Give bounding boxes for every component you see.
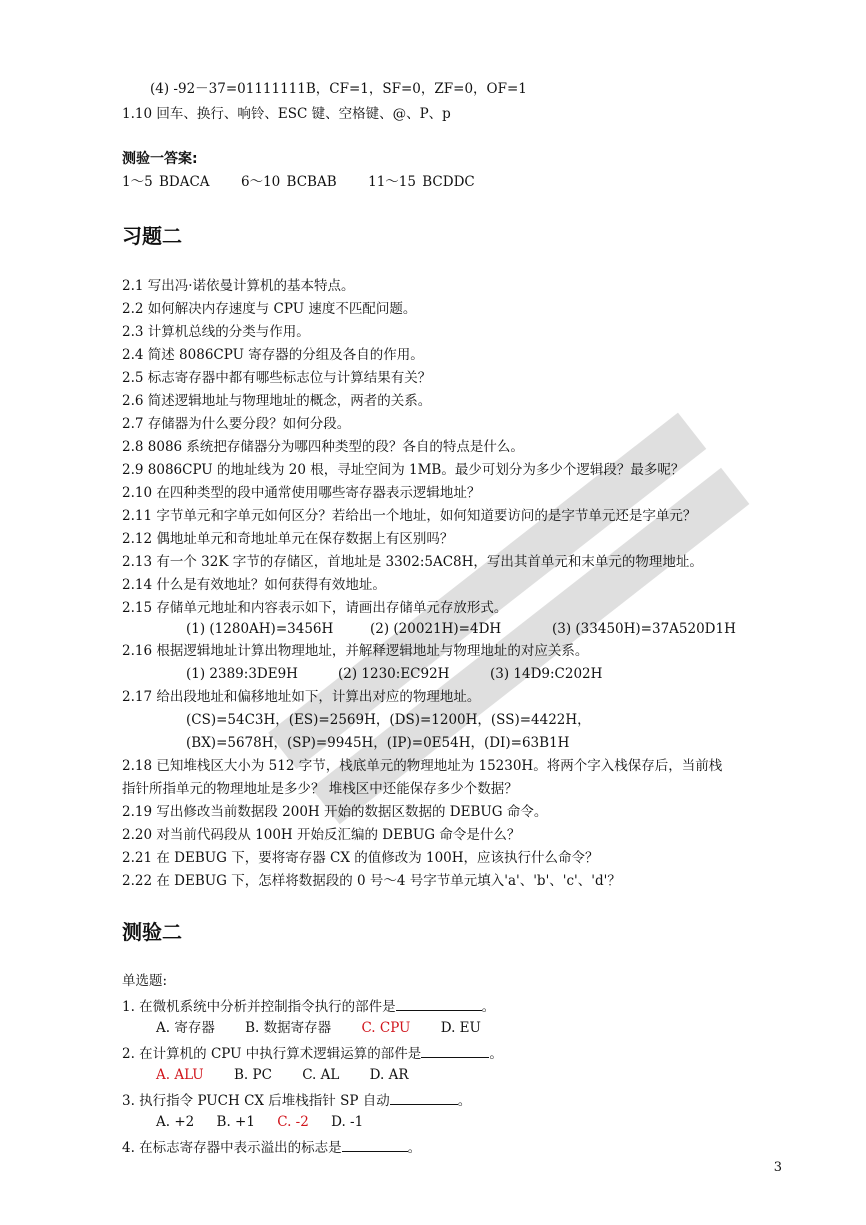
item-2-16-sub-1: (1) 2389:3DE9H bbox=[186, 666, 298, 682]
option-a: A. +2 bbox=[156, 1114, 195, 1130]
answer-blank bbox=[390, 1090, 458, 1105]
item-2-17: 2.17 给出段地址和偏移地址如下，计算出对应的物理地址。 bbox=[122, 689, 481, 705]
period: 。 bbox=[407, 1140, 422, 1156]
exercise-item: 2.1 写出冯·诺依曼计算机的基本特点。 bbox=[122, 278, 355, 294]
period: 。 bbox=[489, 1046, 503, 1062]
item-2-15-sub-2: (2) (20021H)=4DH bbox=[370, 621, 502, 637]
exercise-item: 2.11 字节单元和字单元如何区分？若给出一个地址，如何知道要访问的是字节单元还是字单元？ bbox=[122, 508, 697, 524]
period: 。 bbox=[481, 999, 496, 1015]
option-c: C. AL bbox=[302, 1067, 340, 1083]
exercise-item: 2.3 计算机总线的分类与作用。 bbox=[122, 324, 310, 340]
exercise-item: 2.4 简述 8086CPU 寄存器的分组及各自的作用。 bbox=[122, 347, 424, 363]
item-2-15-sub-1: (1) (1280AH)=3456H bbox=[186, 621, 334, 637]
exercise-item: 2.14 什么是有效地址？如何获得有效地址。 bbox=[122, 577, 386, 593]
exercise2-heading: 习题二 bbox=[122, 224, 182, 248]
question-3 bbox=[122, 1090, 471, 1110]
item-2-19: 2.19 写出修改当前数据段 200H 开始的数据区数据的 DEBUG 命令。 bbox=[122, 804, 548, 820]
exercise-item: 2.9 8086CPU 的地址线为 20 根，寻址空间为 1MB。最少可划分为多少个逻辑段？最多呢？ bbox=[122, 462, 685, 478]
item-2-16-sub-3: (3) 14D9:C202H bbox=[490, 666, 603, 682]
option-a: A. 寄存器 bbox=[156, 1020, 215, 1036]
exercise-item: 2.2 如何解决内存速度与 CPU 速度不匹配问题。 bbox=[122, 301, 417, 317]
page-number: 3 bbox=[773, 1160, 782, 1175]
option-b: B. PC bbox=[233, 1067, 272, 1083]
quiz1-heading: 测验一答案: bbox=[122, 151, 198, 167]
exercise-item: 2.6 简述逻辑地址与物理地址的概念，两者的关系。 bbox=[122, 393, 432, 409]
option-d: D. EU bbox=[440, 1020, 481, 1036]
answer-blank bbox=[342, 1137, 408, 1152]
exercise-item: 2.10 在四种类型的段中通常使用哪些寄存器表示逻辑地址？ bbox=[122, 485, 481, 501]
item-2-15-sub-3: (3) (33450H)=37A520D1H bbox=[552, 621, 736, 637]
exercise-item: 2.8 8086 系统把存储器分为哪四种类型的段？各自的特点是什么。 bbox=[122, 439, 524, 455]
quiz1-answers: 1～5 BDACA 6～10 BCBAB 11～15 BCDDC bbox=[122, 174, 475, 190]
item-2-20: 2.20 对当前代码段从 100H 开始反汇编的 DEBUG 命令是什么？ bbox=[122, 827, 521, 843]
question-2 bbox=[122, 1043, 503, 1063]
item-2-17-sub-2: (BX)=5678H，(SP)=9945H，(IP)=0E54H，(DI)=63B1H bbox=[186, 735, 570, 751]
option-c-correct: C. -2 bbox=[277, 1114, 309, 1130]
exercise-item: 2.5 标志寄存器中都有哪些标志位与计算结果有关？ bbox=[122, 370, 432, 386]
exercise-item: 2.7 存储器为什么要分段？如何分段。 bbox=[122, 416, 351, 432]
question-1 bbox=[122, 996, 495, 1016]
answer-line-4: (4) -92－37=01111111B，CF=1，SF=0，ZF=0，OF=1 bbox=[150, 81, 527, 97]
question-2-options bbox=[156, 1066, 435, 1084]
item-2-16-sub-2: (2) 1230:EC92H bbox=[338, 666, 450, 682]
question-1-text: 1. 在微机系统中分析并控制指令执行的部件是 bbox=[122, 999, 396, 1015]
quiz2-label: 单选题: bbox=[122, 973, 168, 989]
option-d: D. -1 bbox=[331, 1114, 364, 1130]
quiz2-heading: 测验二 bbox=[122, 920, 182, 944]
option-d: D. AR bbox=[369, 1067, 409, 1083]
exercise-item: 2.15 存储单元地址和内容表示如下，请画出存储单元存放形式。 bbox=[122, 600, 508, 616]
option-c-correct: C. CPU bbox=[361, 1020, 411, 1036]
option-a-correct: A. ALU bbox=[156, 1067, 204, 1083]
exercise-item: 2.12 偶地址单元和奇地址单元在保存数据上有区别吗？ bbox=[122, 531, 454, 547]
item-2-17-sub-1: (CS)=54C3H，(ES)=2569H，(DS)=1200H，(SS)=4422H， bbox=[186, 712, 591, 728]
question-3-options bbox=[156, 1113, 389, 1131]
answer-blank bbox=[421, 1043, 489, 1058]
question-2-text: 2. 在计算机的 CPU 中执行算术逻辑运算的部件是 bbox=[122, 1046, 422, 1062]
question-4 bbox=[122, 1137, 421, 1157]
option-b: B. +1 bbox=[216, 1114, 255, 1130]
exercise-item: 2.13 有一个 32K 字节的存储区，首地址是 3302:5AC8H，写出其首单元和末单元的物理地址。 bbox=[122, 554, 703, 570]
item-2-21: 2.21 在 DEBUG 下，要将寄存器 CX 的值修改为 100H，应该执行什么命令？ bbox=[122, 850, 599, 866]
question-4-text: 4. 在标志寄存器中表示溢出的标志是 bbox=[122, 1140, 342, 1156]
period: 。 bbox=[457, 1093, 472, 1109]
option-b: B. 数据寄存器 bbox=[245, 1020, 332, 1036]
item-2-18-line-a: 2.18 已知堆栈区大小为 512 字节，栈底单元的物理地址为 15230H。将两个字入栈保存后，当前栈 bbox=[122, 758, 723, 774]
question-3-text: 3. 执行指令 PUCH CX 后堆栈指针 SP 自动 bbox=[122, 1093, 390, 1109]
item-2-16: 2.16 根据逻辑地址计算出物理地址，并解释逻辑地址与物理地址的对应关系。 bbox=[122, 643, 589, 659]
answer-blank bbox=[396, 996, 482, 1011]
answer-line-1-10: 1.10 回车、换行、响铃、ESC 键、空格键、@、P、p bbox=[122, 106, 451, 122]
question-1-options bbox=[156, 1019, 507, 1037]
item-2-18-line-b: 指针所指单元的物理地址是多少？ 堆栈区中还能保存多少个数据？ bbox=[122, 781, 518, 797]
item-2-22: 2.22 在 DEBUG 下，怎样将数据段的 0 号～4 号字节单元填入'a'、'b'、'c'、'd'？ bbox=[122, 873, 621, 889]
